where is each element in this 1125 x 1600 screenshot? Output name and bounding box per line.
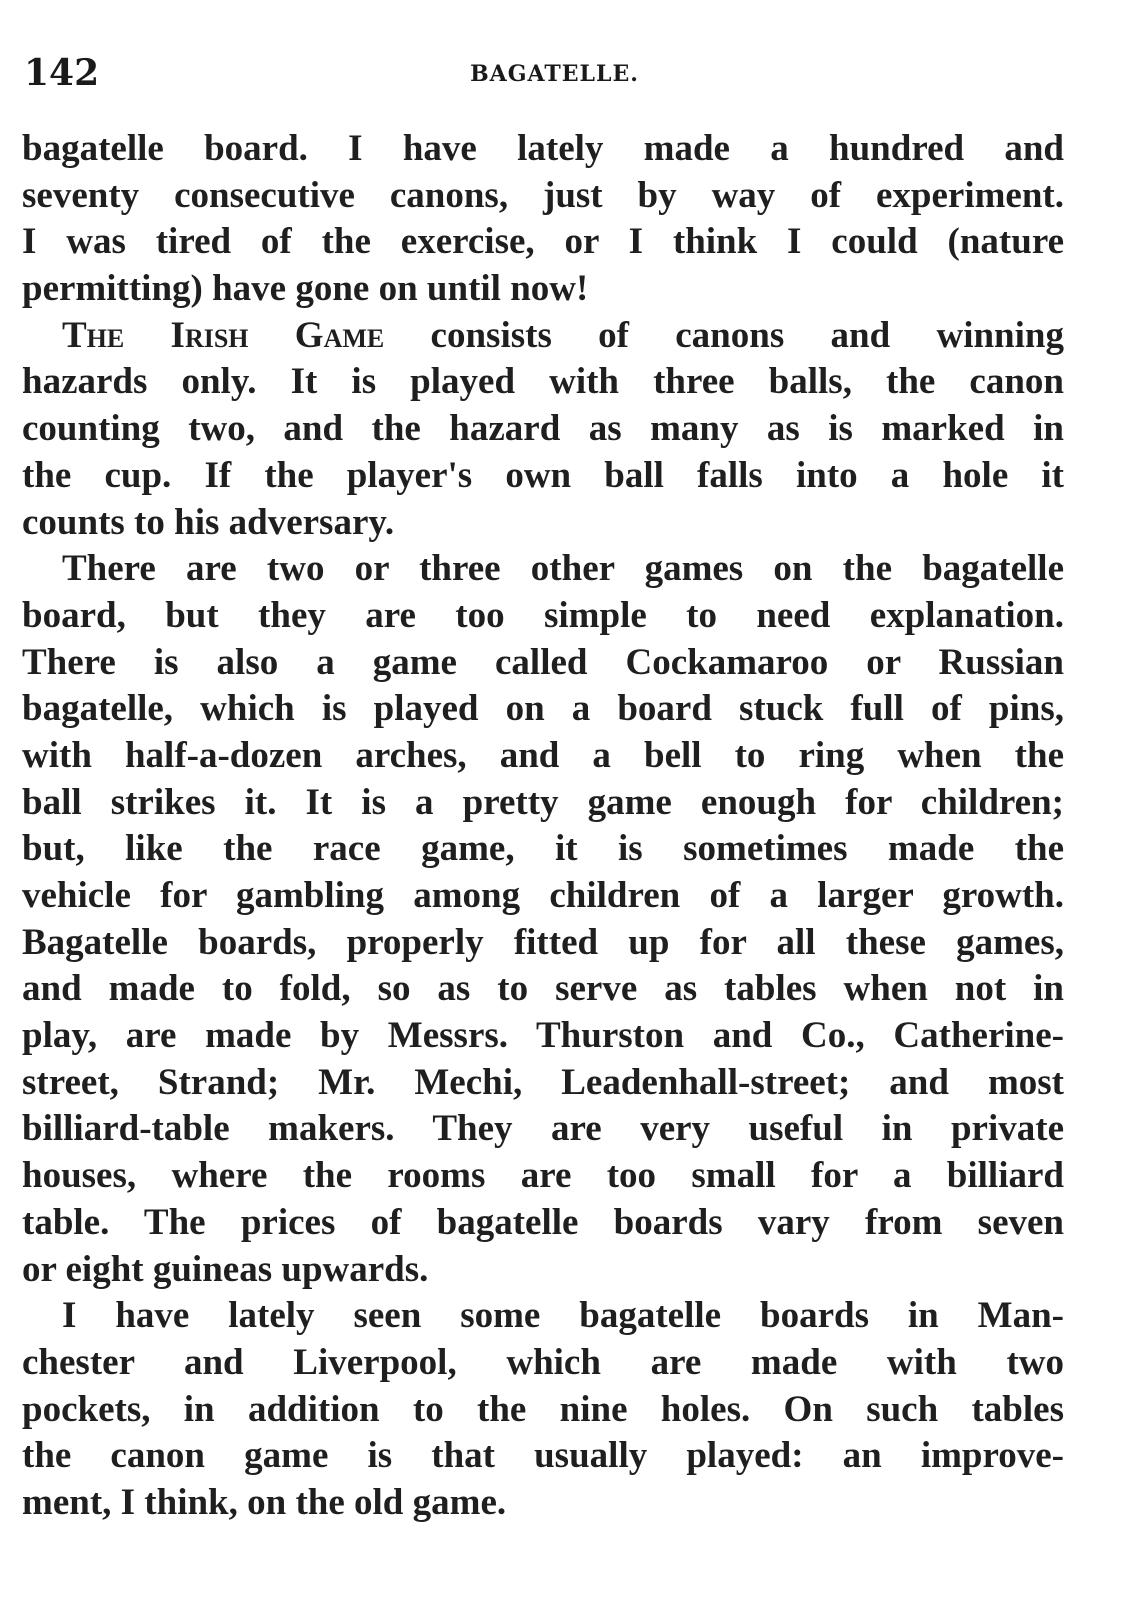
text-line: Bagatelle boards, properly fitted up for all these games, <box>22 921 1064 963</box>
text-line: billiard-table makers. They are very useful in private <box>22 1108 1064 1150</box>
text-line: counts to his adversary. <box>22 501 395 543</box>
text-line: The Irish Game consists of canons and winning <box>62 314 1064 356</box>
running-title: BAGATELLE. <box>470 61 639 87</box>
body-text <box>22 126 1064 1527</box>
text-line: board, but they are too simple to need explanation. <box>22 594 1064 636</box>
text-line: the cup. If the player's own ball falls into a hole it <box>22 454 1064 496</box>
text-line: chester and Liverpool, which are made with two <box>22 1341 1064 1383</box>
text-line: I have lately seen some bagatelle boards in Man- <box>62 1295 1064 1337</box>
text-line: or eight guineas upwards. <box>22 1248 429 1290</box>
text-line: ball strikes it. It is a pretty game enough for children; <box>22 781 1064 823</box>
text-line: permitting) have gone on until now! <box>22 268 589 310</box>
text-line: but, like the race game, it is sometimes made the <box>22 828 1064 870</box>
running-head <box>24 48 1085 98</box>
text-line: play, are made by Messrs. Thurston and Co., Catherine- <box>22 1015 1064 1057</box>
text-line: table. The prices of bagatelle boards vary from seven <box>22 1201 1064 1243</box>
text-line: There are two or three other games on the bagatelle <box>62 548 1064 590</box>
text-line: street, Strand; Mr. Mechi, Leadenhall-street; and most <box>22 1061 1064 1103</box>
text-line: hazards only. It is played with three balls, the canon <box>22 361 1064 403</box>
text-line: I was tired of the exercise, or I think I could (nature <box>22 221 1064 263</box>
section-term: The Irish Game <box>62 314 385 356</box>
text-line: with half-a-dozen arches, and a bell to ring when the <box>22 734 1064 776</box>
text-line: houses, where the rooms are too small for a billiard <box>22 1155 1064 1197</box>
text-line: vehicle for gambling among children of a larger growth. <box>22 875 1064 916</box>
text-line: There is also a game called Cockamaroo or Russian <box>22 641 1064 683</box>
text-line: counting two, and the hazard as many as is marked in <box>22 408 1064 450</box>
text-line: the canon game is that usually played: an improve- <box>22 1435 1064 1477</box>
text-line: bagatelle, which is played on a board stuck full of pins, <box>22 688 1064 730</box>
text-line: pockets, in addition to the nine holes. On such tables <box>22 1388 1064 1430</box>
text-line: and made to fold, so as to serve as tables when not in <box>22 968 1064 1010</box>
text-line: ment, I think, on the old game. <box>22 1481 507 1523</box>
text-line: seventy consecutive canons, just by way of experiment. <box>22 174 1064 216</box>
page-number: 142 <box>24 52 100 94</box>
text-line: bagatelle board. I have lately made a hundred and <box>22 128 1064 169</box>
